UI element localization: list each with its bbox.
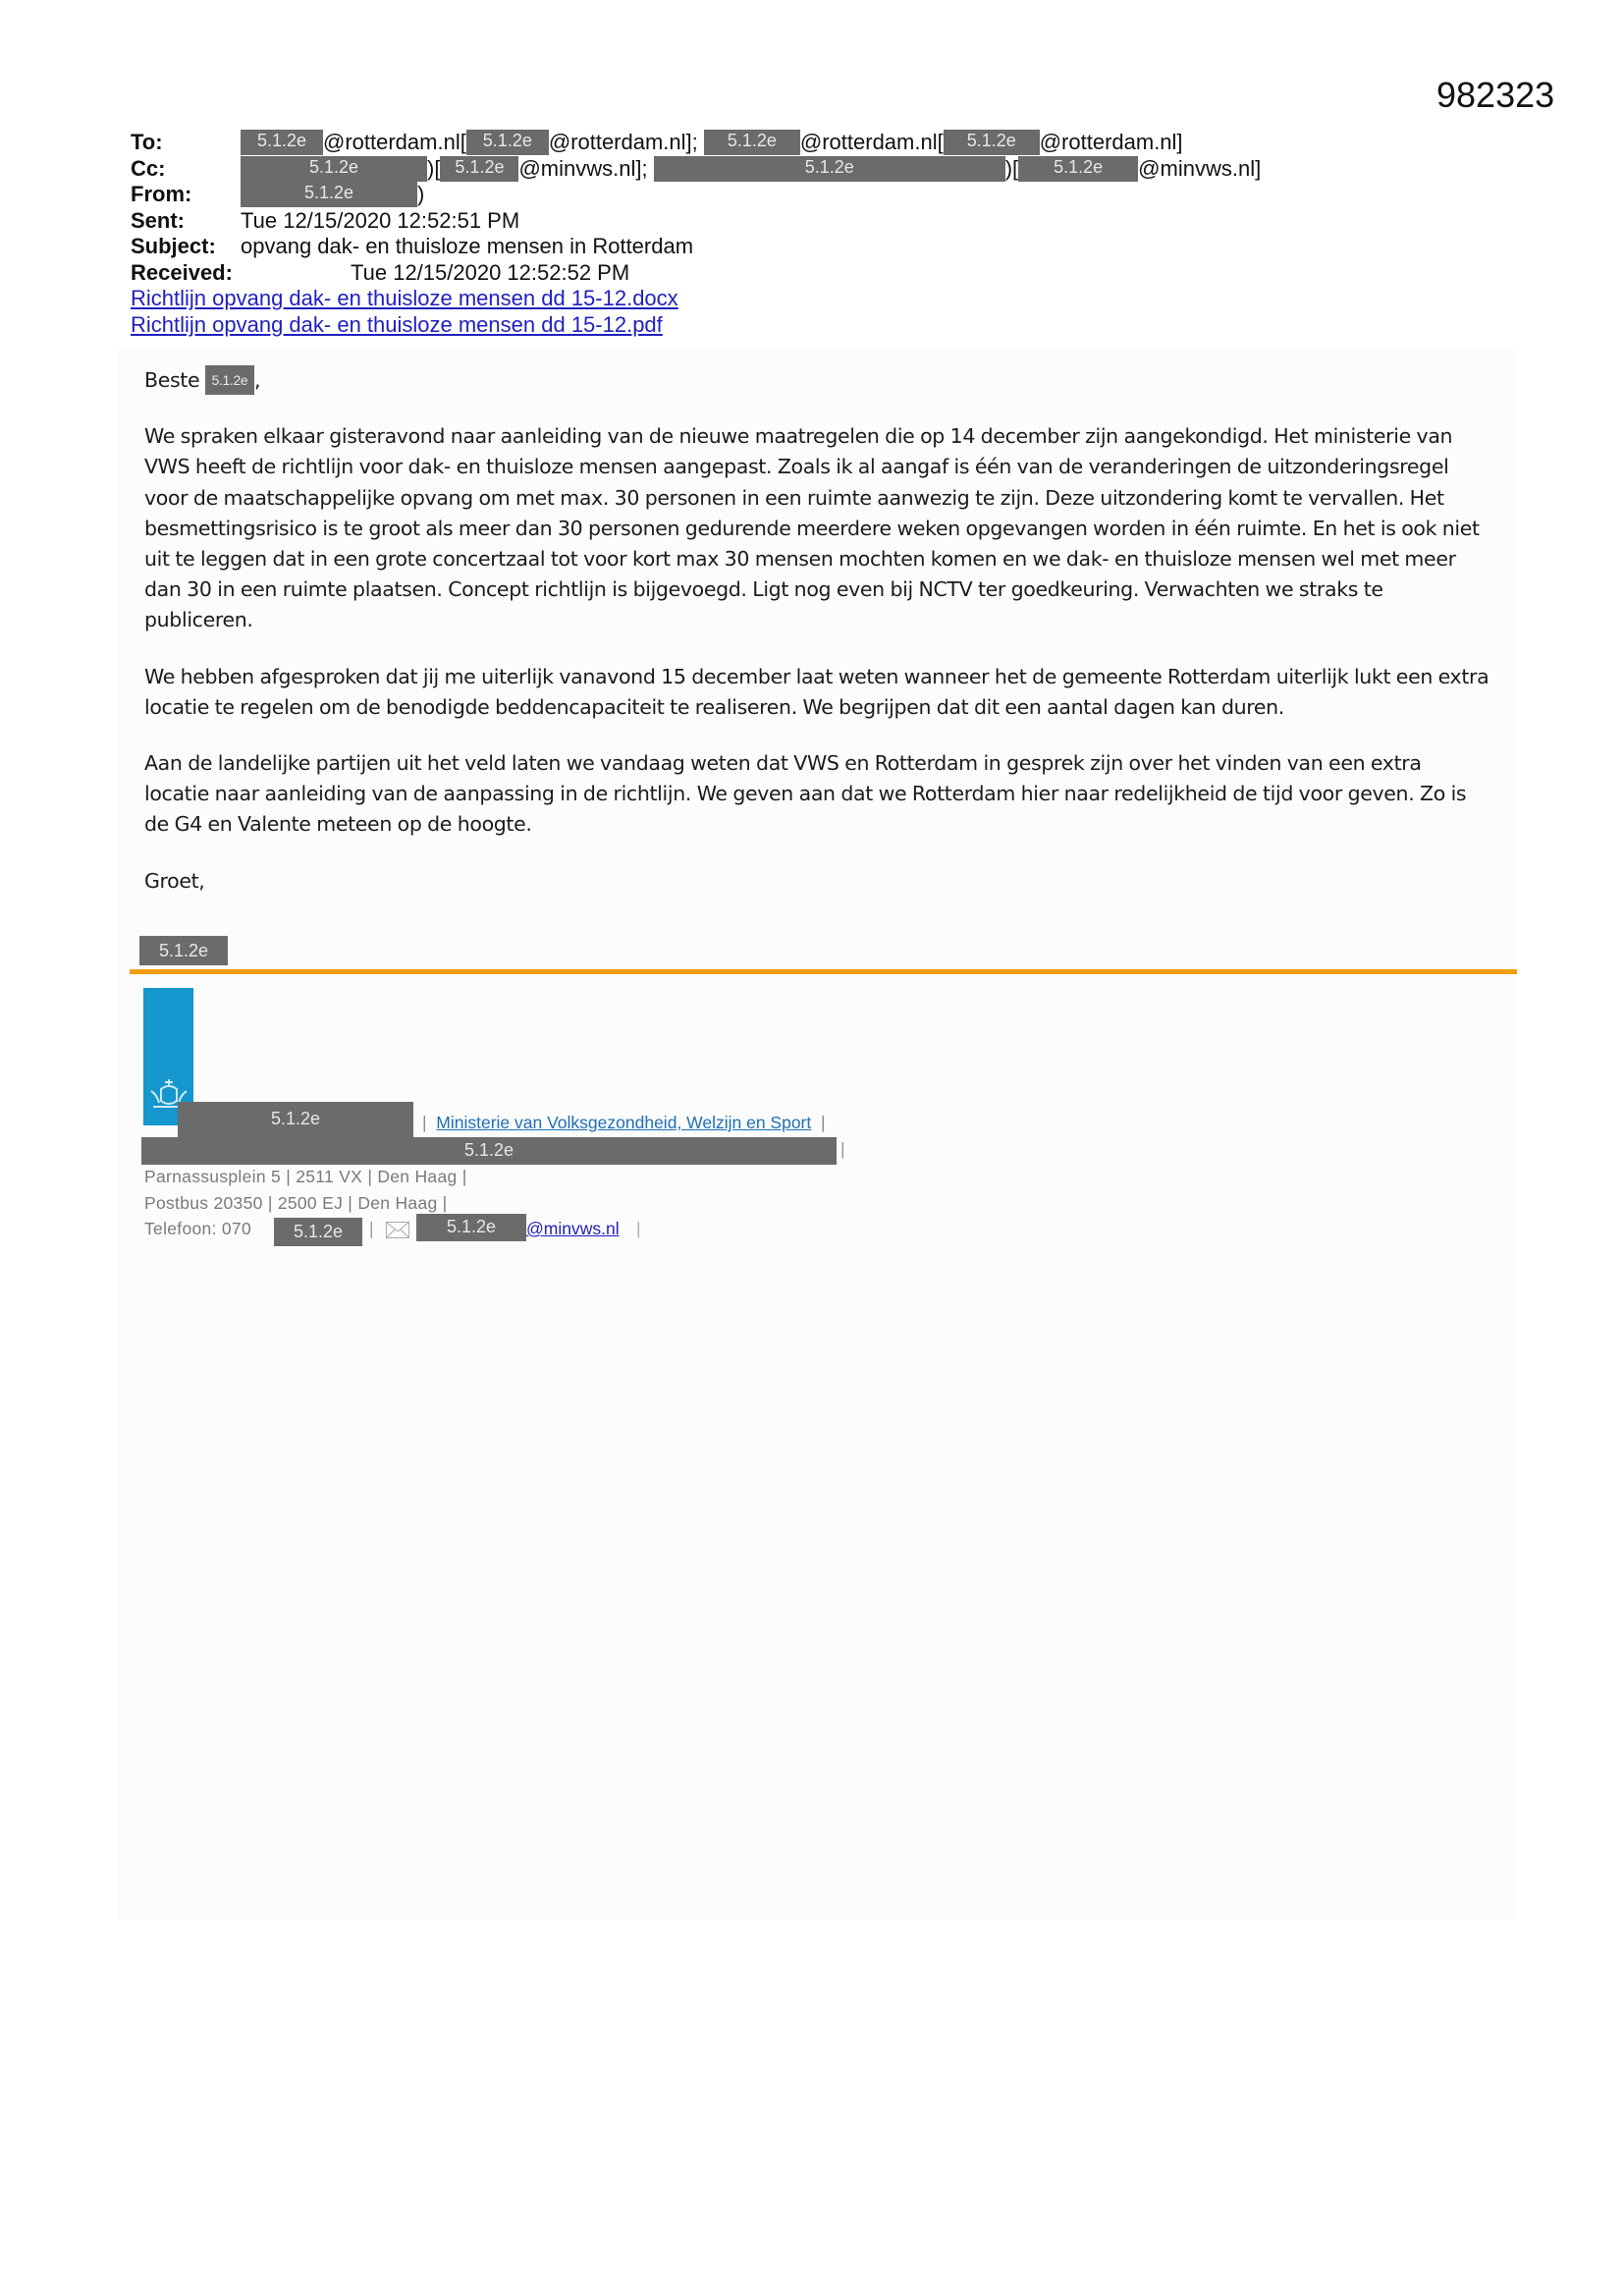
received-row (131, 260, 678, 287)
redaction: 5.1.2e (944, 130, 1040, 155)
cc-bracket: )[ (1004, 155, 1019, 181)
to-value (241, 130, 1183, 156)
redaction: 5.1.2e (1018, 156, 1138, 182)
received-value: Tue 12/15/2020 12:52:52 PM (351, 259, 630, 285)
sender-title-redaction: 5.1.2e (141, 1137, 837, 1165)
to-domain: @rotterdam.nl[ (799, 130, 944, 154)
ministry-line (422, 1113, 826, 1133)
cc-value (241, 156, 1261, 183)
separator: | (820, 1113, 826, 1132)
to-domain: @rotterdam.nl[ (323, 130, 466, 154)
greeting (144, 365, 1489, 396)
separator: | (636, 1219, 641, 1238)
from-suffix: ) (417, 182, 425, 206)
attachment-row (131, 286, 678, 312)
sent-label: Sent: (131, 207, 185, 233)
cc-label: Cc: (131, 155, 166, 181)
redaction: 5.1.2e (241, 182, 417, 207)
sent-value: Tue 12/15/2020 12:52:51 PM (241, 207, 520, 233)
cc-bracket: )[ (427, 155, 441, 181)
email-redaction: 5.1.2e (416, 1214, 526, 1241)
visiting-address: Parnassusplein 5 | 2511 VX | Den Haag | (144, 1167, 467, 1186)
envelope-icon (386, 1222, 409, 1238)
greeting-word: Beste (144, 368, 200, 392)
received-label: Received: (131, 259, 233, 285)
phone-label: Telefoon: 070 (144, 1219, 251, 1238)
from-value (241, 182, 424, 208)
redaction: 5.1.2e (241, 130, 323, 155)
postal-address: Postbus 20350 | 2500 EJ | Den Haag | (144, 1193, 448, 1213)
cc-row (131, 155, 1262, 183)
separator: | (422, 1113, 427, 1132)
cc-domain: @minvws.nl] (1138, 155, 1262, 181)
signature-separator (130, 969, 1517, 974)
cc-domain: @minvws.nl]; (518, 155, 648, 181)
email-header (131, 130, 1262, 338)
paragraph: We spraken elkaar gisteravond naar aanleiding van de nieuwe maatregelen die op 14 december zijn aangekondigd. Het ministerie van VWS heeft de richtlijn voor dak- en thuisloze mensen aangepast. Zoals ik al aangaf is één van de veranderingen de uitzonderingsregel voor de maatschappelijke opvang om met max. 30 personen in een ruimte aanwezig te zijn. Deze uitzondering komt te vervallen. Het besmettingsrisico is te groot als meer dan 30 personen gedurende meerdere weken opgevangen worden in één ruimte. En het is ook niet uit te leggen dat in een grote concertzaal tot voor kort max 30 mensen mochten komen en we dak- en thuisloze mensen wel met meer dan 30 in een ruimte plaatsen. Concept richtlijn is bijgevoegd. Ligt nog even bij NCTV ter goedkeuring. Verwachten we straks te publiceren. (144, 424, 1480, 632)
attachment-link-pdf[interactable]: Richtlijn opvang dak- en thuisloze mensen dd 15-12.pdf (131, 311, 663, 337)
ministry-link[interactable]: Ministerie van Volksgezondheid, Welzijn en Sport (436, 1113, 812, 1132)
paragraph: We hebben afgesproken dat jij me uiterlijk vanavond 15 december laat weten wanneer het de gemeente Rotterdam uiterlijk lukt een extra locatie te regelen om de benodigde beddencapaciteit te realiseren. We begrijpen dat dit een aantal dagen kan duren. (144, 664, 1489, 719)
attachment-link-docx[interactable]: Richtlijn opvang dak- en thuisloze mensen dd 15-12.docx (131, 286, 678, 310)
redaction: 5.1.2e (440, 156, 518, 182)
separator: | (840, 1139, 845, 1159)
paragraph: Aan de landelijke partijen uit het veld laten we vandaag weten dat VWS en Rotterdam in gesprek zijn over het vinden van een extra locatie naar aanleiding van de aanpassing in de richtlijn. We geven aan dat we Rotterdam hier naar redelijkheid de tijd voor geven. Zo is de G4 en Valente meteen op de hoogte. (144, 751, 1467, 837)
subject-row (131, 234, 694, 260)
closing: Groet, (144, 868, 205, 893)
redaction: 5.1.2e (466, 130, 549, 155)
to-domain: @rotterdam.nl]; (548, 130, 698, 154)
redaction: 5.1.2e (205, 365, 254, 395)
separator: | (369, 1219, 374, 1238)
attachment-row (131, 312, 678, 339)
document-number: 982323 (1436, 75, 1555, 115)
greeting-comma: , (253, 368, 261, 392)
sender-redaction: 5.1.2e (139, 936, 228, 965)
message-body (144, 365, 1489, 922)
phone-redaction: 5.1.2e (274, 1218, 362, 1246)
subject-value: opvang dak- en thuisloze mensen in Rotterdam (241, 234, 694, 258)
email-link[interactable]: @minvws.nl (526, 1219, 620, 1238)
sent-row (131, 208, 678, 235)
redaction: 5.1.2e (704, 130, 800, 155)
from-row (131, 182, 678, 208)
to-domain: @rotterdam.nl] (1039, 130, 1183, 154)
redaction: 5.1.2e (241, 156, 427, 182)
to-row (131, 130, 1183, 156)
subject-label: Subject: (131, 234, 216, 258)
from-label: From: (131, 182, 192, 206)
sender-name-redaction: 5.1.2e (178, 1102, 413, 1137)
redaction: 5.1.2e (654, 156, 1005, 182)
to-label: To: (131, 130, 163, 154)
